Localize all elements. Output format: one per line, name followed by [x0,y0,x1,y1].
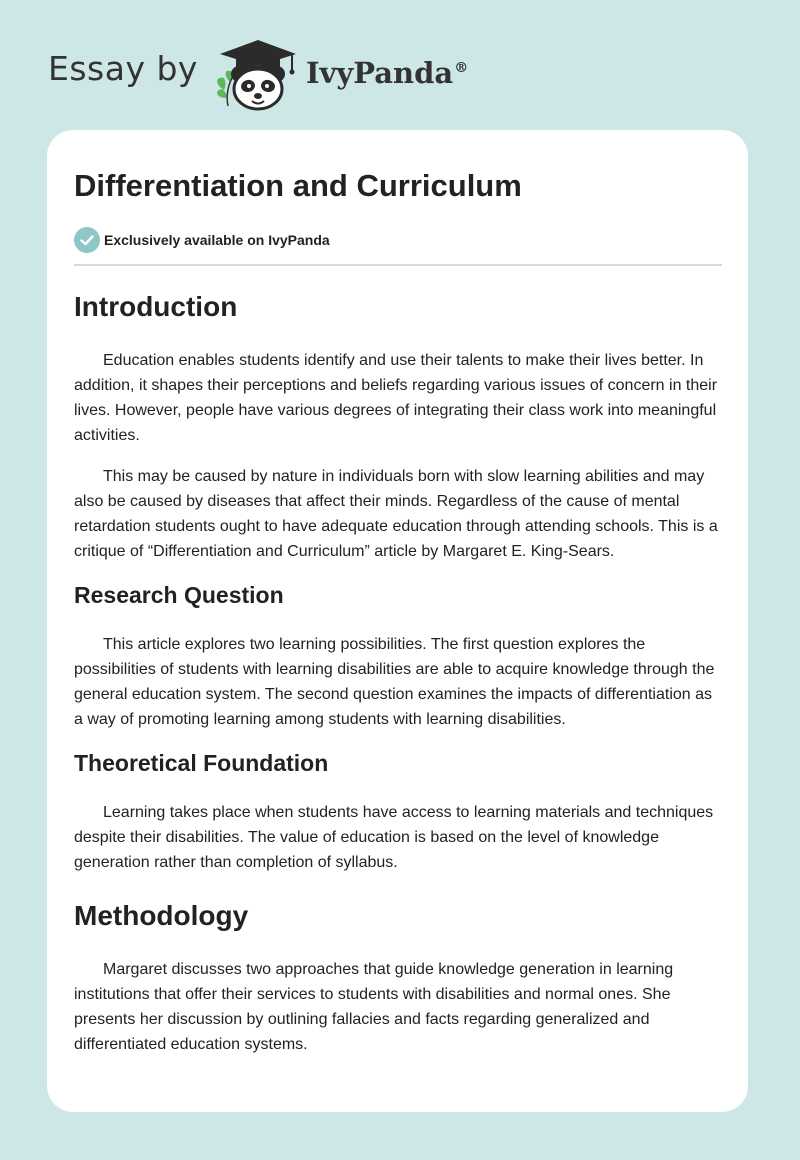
registered-mark: ® [454,60,469,77]
section-introduction [74,290,722,564]
section-heading: Theoretical Foundation [74,750,329,776]
essay-card [47,130,748,1112]
paragraph: This may be caused by nature in individuals born with slow learning abilities and may also be caused by diseases that affect their minds. Regardless of the cause of mental retardation students ought to have adequate education through attending schools. This is a critique of “Differentiation and Curriculum” article by Margaret E. King-Sears. [74,468,718,560]
paragraph: Margaret discusses two approaches that guide knowledge generation in learning institutions that offer their services to students with disabilities and normal ones. She presents her discussion by outlining fallacies and facts regarding generalized and differentiated education systems. [74,961,674,1053]
brand-name[interactable] [306,56,468,90]
paragraph: Learning takes place when students have access to learning materials and techniques despite their disabilities. The value of education is based on the level of knowledge generation rather than completion of syllabus. [74,804,714,871]
section-methodology [74,899,722,1057]
divider [74,264,722,266]
section-theoretical-foundation [74,748,722,875]
section-research-question [74,580,722,732]
section-heading: Introduction [74,291,238,322]
paragraph: This article explores two learning possibilities. The first question explores the possibilities of students with learning disabilities are able to acquire knowledge through the general education system. The second question examines the impacts of differentiation as a way of promoting learning among students with learning disabilities. [74,636,715,728]
exclusive-badge [74,226,722,254]
paragraph: Education enables students identify and use their talents to make their lives better. In addition, it shapes their perceptions and beliefs regarding various issues of concern in their lives. However, people have various degrees of integrating their class work into meaningful activities. [74,352,718,444]
panda-logo-icon[interactable] [212,36,304,112]
check-circle-icon [74,227,100,253]
brand-name-text: IvyPanda [305,56,454,90]
site-header [48,36,468,112]
exclusive-badge-label: Exclusively available on IvyPanda [104,232,330,248]
brand-prefix: Essay by [48,48,198,88]
page-title: Differentiation and Curriculum [74,168,522,203]
section-heading: Research Question [74,582,284,608]
leaf-icon [217,71,232,106]
section-heading: Methodology [74,900,249,931]
